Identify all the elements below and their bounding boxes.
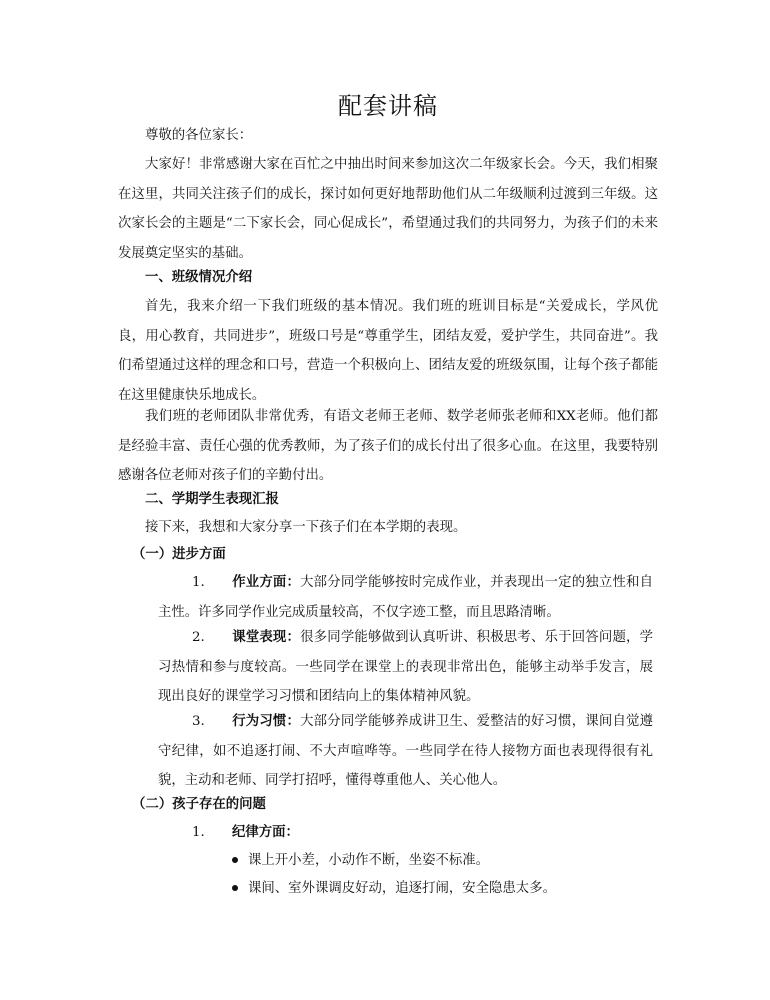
- item-text: 很多同学能够做到认真听讲、积极思考、乐于回答问题，学习热情和参与度较高。一些同学在课堂上的表现非常出色，能够主动举手发言，展现出良好的课堂学习习惯和团结向上的集体精神风貌。: [158, 630, 653, 704]
- item-number: 3.: [192, 714, 205, 729]
- item-text: 大部分同学能够按时完成作业，并表现出一定的独立性和自主性。许多同学作业完成质量较高，不仅字迹工整，而且思路清晰。: [158, 575, 653, 620]
- item-number: 2.: [192, 630, 205, 645]
- section-1-paragraph-2: 我们班的老师团队非常优秀，有语文老师王老师、数学老师张老师和XX老师。他们都是经验丰富、责任心强的优秀教师，为了孩子们的成长付出了很多心血。在这里，我要特别感谢各位老师对孩子们的辛勤付出。: [118, 409, 658, 483]
- subsection-progress-heading: （一）进步方面: [132, 546, 226, 562]
- greeting: 尊敬的各位家长：: [145, 128, 253, 143]
- item-label: 行为习惯：: [232, 713, 301, 729]
- progress-item-homework: [158, 568, 653, 627]
- item-text: 大部分同学能够养成讲卫生、爱整洁的好习惯，课间自觉遵守纪律，如不追逐打闹、不大声喧哗等。一些同学在待人接物方面也表现得很有礼貌，主动和老师、同学打招呼，懂得尊重他人、关心他人。: [158, 714, 653, 788]
- problem-item-discipline: [158, 818, 653, 848]
- section-2-heading: 二、学期学生表现汇报: [145, 491, 279, 507]
- section-2-intro: 接下来，我想和大家分享一下孩子们在本学期的表现。: [145, 520, 467, 535]
- bullet-item: [232, 874, 556, 904]
- item-number: 1.: [192, 825, 205, 840]
- bullet-icon: [232, 857, 238, 863]
- bullet-text: 课上开小差，小动作不断，坐姿不标准。: [248, 853, 490, 868]
- progress-item-behavior: [158, 707, 653, 796]
- bullet-item: [232, 846, 489, 876]
- section-1-paragraph-1: 首先，我来介绍一下我们班级的基本情况。我们班的班训目标是“关爱成长，学风优良，用心教育，共同进步”，班级口号是“尊重学生，团结友爱，爱护学生，共同奋进”。我们希望通过这样的理念和口号，营造一个积极向上、团结友爱的班级氛围，让每个孩子都能在这里健康快乐地成长。: [118, 299, 658, 403]
- section-1-heading: 一、班级情况介绍: [145, 269, 253, 285]
- item-label: 作业方面：: [232, 574, 301, 590]
- progress-item-classroom: [158, 623, 653, 712]
- bullet-icon: [232, 885, 238, 891]
- subsection-problems-heading: （二）孩子存在的问题: [132, 796, 266, 812]
- item-label: 纪律方面：: [232, 824, 299, 840]
- item-number: 1.: [192, 575, 205, 590]
- document-title: 配套讲稿: [338, 92, 438, 120]
- bullet-text: 课间、室外课调皮好动，追逐打闹，安全隐患太多。: [248, 881, 556, 896]
- intro-paragraph: 大家好！非常感谢大家在百忙之中抽出时间来参加这次二年级家长会。今天，我们相聚在这里，共同关注孩子们的成长，探讨如何更好地帮助他们从二年级顺利过渡到三年级。这次家长会的主题是“二下家长会，同心促成长”，希望通过我们的共同努力，为孩子们的未来发展奠定坚实的基础。: [118, 157, 658, 261]
- item-label: 课堂表现：: [232, 629, 301, 645]
